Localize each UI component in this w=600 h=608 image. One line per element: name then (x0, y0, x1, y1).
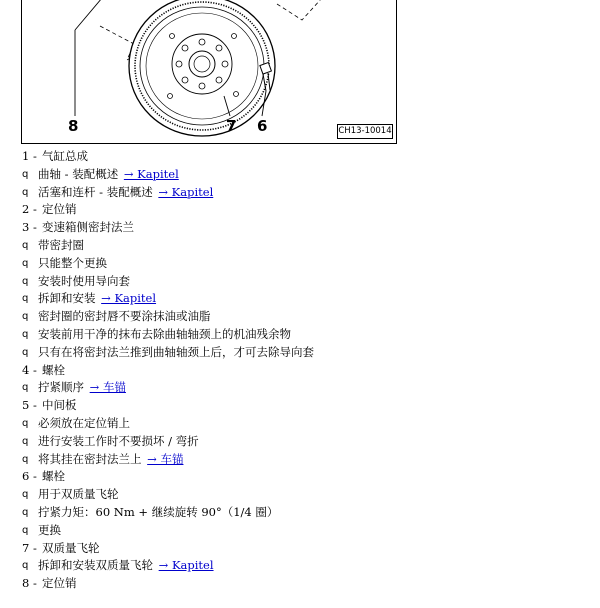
list-subitem (22, 344, 582, 362)
callout-6: 6 (257, 117, 268, 135)
list-item (22, 148, 582, 166)
cross-reference-link[interactable]: → Kapitel (101, 291, 157, 306)
list-subitem (22, 308, 582, 326)
item-text-content: 双质量飞轮 (42, 540, 100, 555)
list-subitem (22, 433, 582, 451)
item-text-content: 更换 (38, 522, 61, 537)
item-text (42, 468, 65, 486)
list-item (22, 397, 582, 415)
item-text (42, 397, 77, 415)
item-text (38, 557, 214, 575)
bullet-marker: q (22, 524, 29, 536)
item-text-content: 变速箱侧密封法兰 (42, 220, 134, 235)
list-subitem (22, 415, 582, 433)
callout-7: 7 (226, 117, 237, 135)
item-number: 4 - (22, 362, 37, 377)
item-text (38, 486, 119, 504)
list-item (22, 201, 582, 219)
item-text-content: 将其挂在密封法兰上 (38, 451, 142, 466)
bullet-marker: q (22, 453, 29, 465)
bullet-marker: q (22, 328, 29, 340)
item-text-content: 螺栓 (42, 362, 65, 377)
bullet-marker: q (22, 257, 29, 269)
callout-8: 8 (68, 117, 79, 135)
list-subitem (22, 273, 582, 291)
item-number: 7 - (22, 540, 37, 555)
item-text-content: 拧紧力矩：60 Nm + 继续旋转 90°（1/4 圈） (38, 504, 279, 519)
item-text-content: 曲轴 - 装配概述 (38, 166, 119, 181)
item-text-content: 安装前用干净的抹布去除曲轴轴颈上的机油残余物 (38, 326, 291, 341)
list-subitem (22, 557, 582, 575)
item-text-content: 只能整个更换 (38, 255, 107, 270)
item-text (42, 362, 65, 380)
item-text (38, 273, 130, 291)
item-number: 6 - (22, 469, 37, 484)
cross-reference-link[interactable]: → Kapitel (123, 166, 179, 181)
figure-id-label: CH13-10014 (337, 124, 393, 139)
item-text (38, 451, 183, 469)
item-text-content: 用于双质量飞轮 (38, 487, 119, 502)
item-number: 1 - (22, 149, 37, 163)
list-item (22, 219, 582, 237)
item-text-content: 螺栓 (42, 469, 65, 484)
item-text (38, 166, 179, 184)
bullet-marker: q (22, 186, 29, 198)
list-item (22, 362, 582, 380)
list-subitem (22, 290, 582, 308)
list-subitem (22, 451, 582, 469)
bullet-marker: q (22, 506, 29, 518)
item-text (42, 219, 134, 237)
cross-reference-link[interactable]: → Kapitel (158, 184, 214, 199)
item-text-content: 拧紧顺序 (38, 380, 84, 395)
item-text (38, 415, 130, 433)
item-text-content: 拆卸和安装 (38, 291, 96, 306)
item-text-content: 进行安装工作时不要损坏 / 弯折 (38, 433, 199, 448)
item-text-content: 必须放在定位销上 (38, 415, 130, 430)
list-subitem (22, 326, 582, 344)
bullet-marker: q (22, 311, 29, 323)
list-subitem (22, 255, 582, 273)
list-subitem (22, 504, 582, 522)
list-subitem (22, 522, 582, 540)
item-text-content: 安装时使用导向套 (38, 273, 130, 288)
parts-list (22, 148, 582, 593)
bullet-marker: q (22, 239, 29, 251)
item-number: 3 - (22, 220, 37, 235)
item-text-content: 定位销 (42, 576, 77, 591)
bullet-marker: q (22, 293, 29, 305)
item-text (42, 201, 77, 219)
bullet-marker: q (22, 382, 29, 394)
item-number: 8 - (22, 576, 37, 591)
item-text-content: 拆卸和安装双质量飞轮 (38, 558, 153, 573)
list-item (22, 468, 582, 486)
item-text (38, 184, 213, 202)
list-item (22, 575, 582, 593)
item-text-content: 中间板 (42, 398, 77, 413)
item-text (38, 290, 156, 308)
list-item (22, 540, 582, 558)
list-subitem (22, 486, 582, 504)
bullet-marker: q (22, 275, 29, 287)
item-text-content: 只有在将密封法兰推到曲轴轴颈上后，才可去除导向套 (38, 344, 314, 359)
item-text (42, 540, 100, 558)
item-text (38, 379, 126, 397)
item-text (42, 575, 77, 593)
item-text-content: 密封圈的密封唇不要涂抹油或油脂 (38, 309, 211, 324)
item-text-content: 气缸总成 (42, 149, 88, 163)
cross-reference-link[interactable]: → 车锚 (89, 380, 126, 395)
item-text (38, 308, 211, 326)
item-text (38, 433, 199, 451)
item-text (38, 326, 291, 344)
bullet-marker: q (22, 435, 29, 447)
cross-reference-link[interactable]: → Kapitel (158, 558, 214, 573)
bullet-marker: q (22, 346, 29, 358)
item-text-content: 带密封圈 (38, 237, 84, 252)
bullet-marker: q (22, 489, 29, 501)
list-subitem (22, 237, 582, 255)
list-subitem (22, 379, 582, 397)
item-number: 5 - (22, 398, 37, 413)
item-text (38, 237, 84, 255)
list-subitem (22, 184, 582, 202)
item-text-content: 定位销 (42, 202, 77, 217)
item-text-content: 活塞和连杆 - 装配概述 (38, 184, 153, 199)
item-text (38, 504, 278, 522)
bullet-marker: q (22, 560, 29, 572)
bullet-marker: q (22, 417, 29, 429)
exploded-view-figure (21, 0, 397, 144)
item-text (38, 522, 61, 540)
item-text (38, 344, 314, 362)
cross-reference-link[interactable]: → 车锚 (147, 451, 184, 466)
list-subitem (22, 166, 582, 184)
item-text (38, 255, 107, 273)
bullet-marker: q (22, 168, 29, 180)
item-text (42, 148, 88, 166)
item-number: 2 - (22, 202, 37, 217)
